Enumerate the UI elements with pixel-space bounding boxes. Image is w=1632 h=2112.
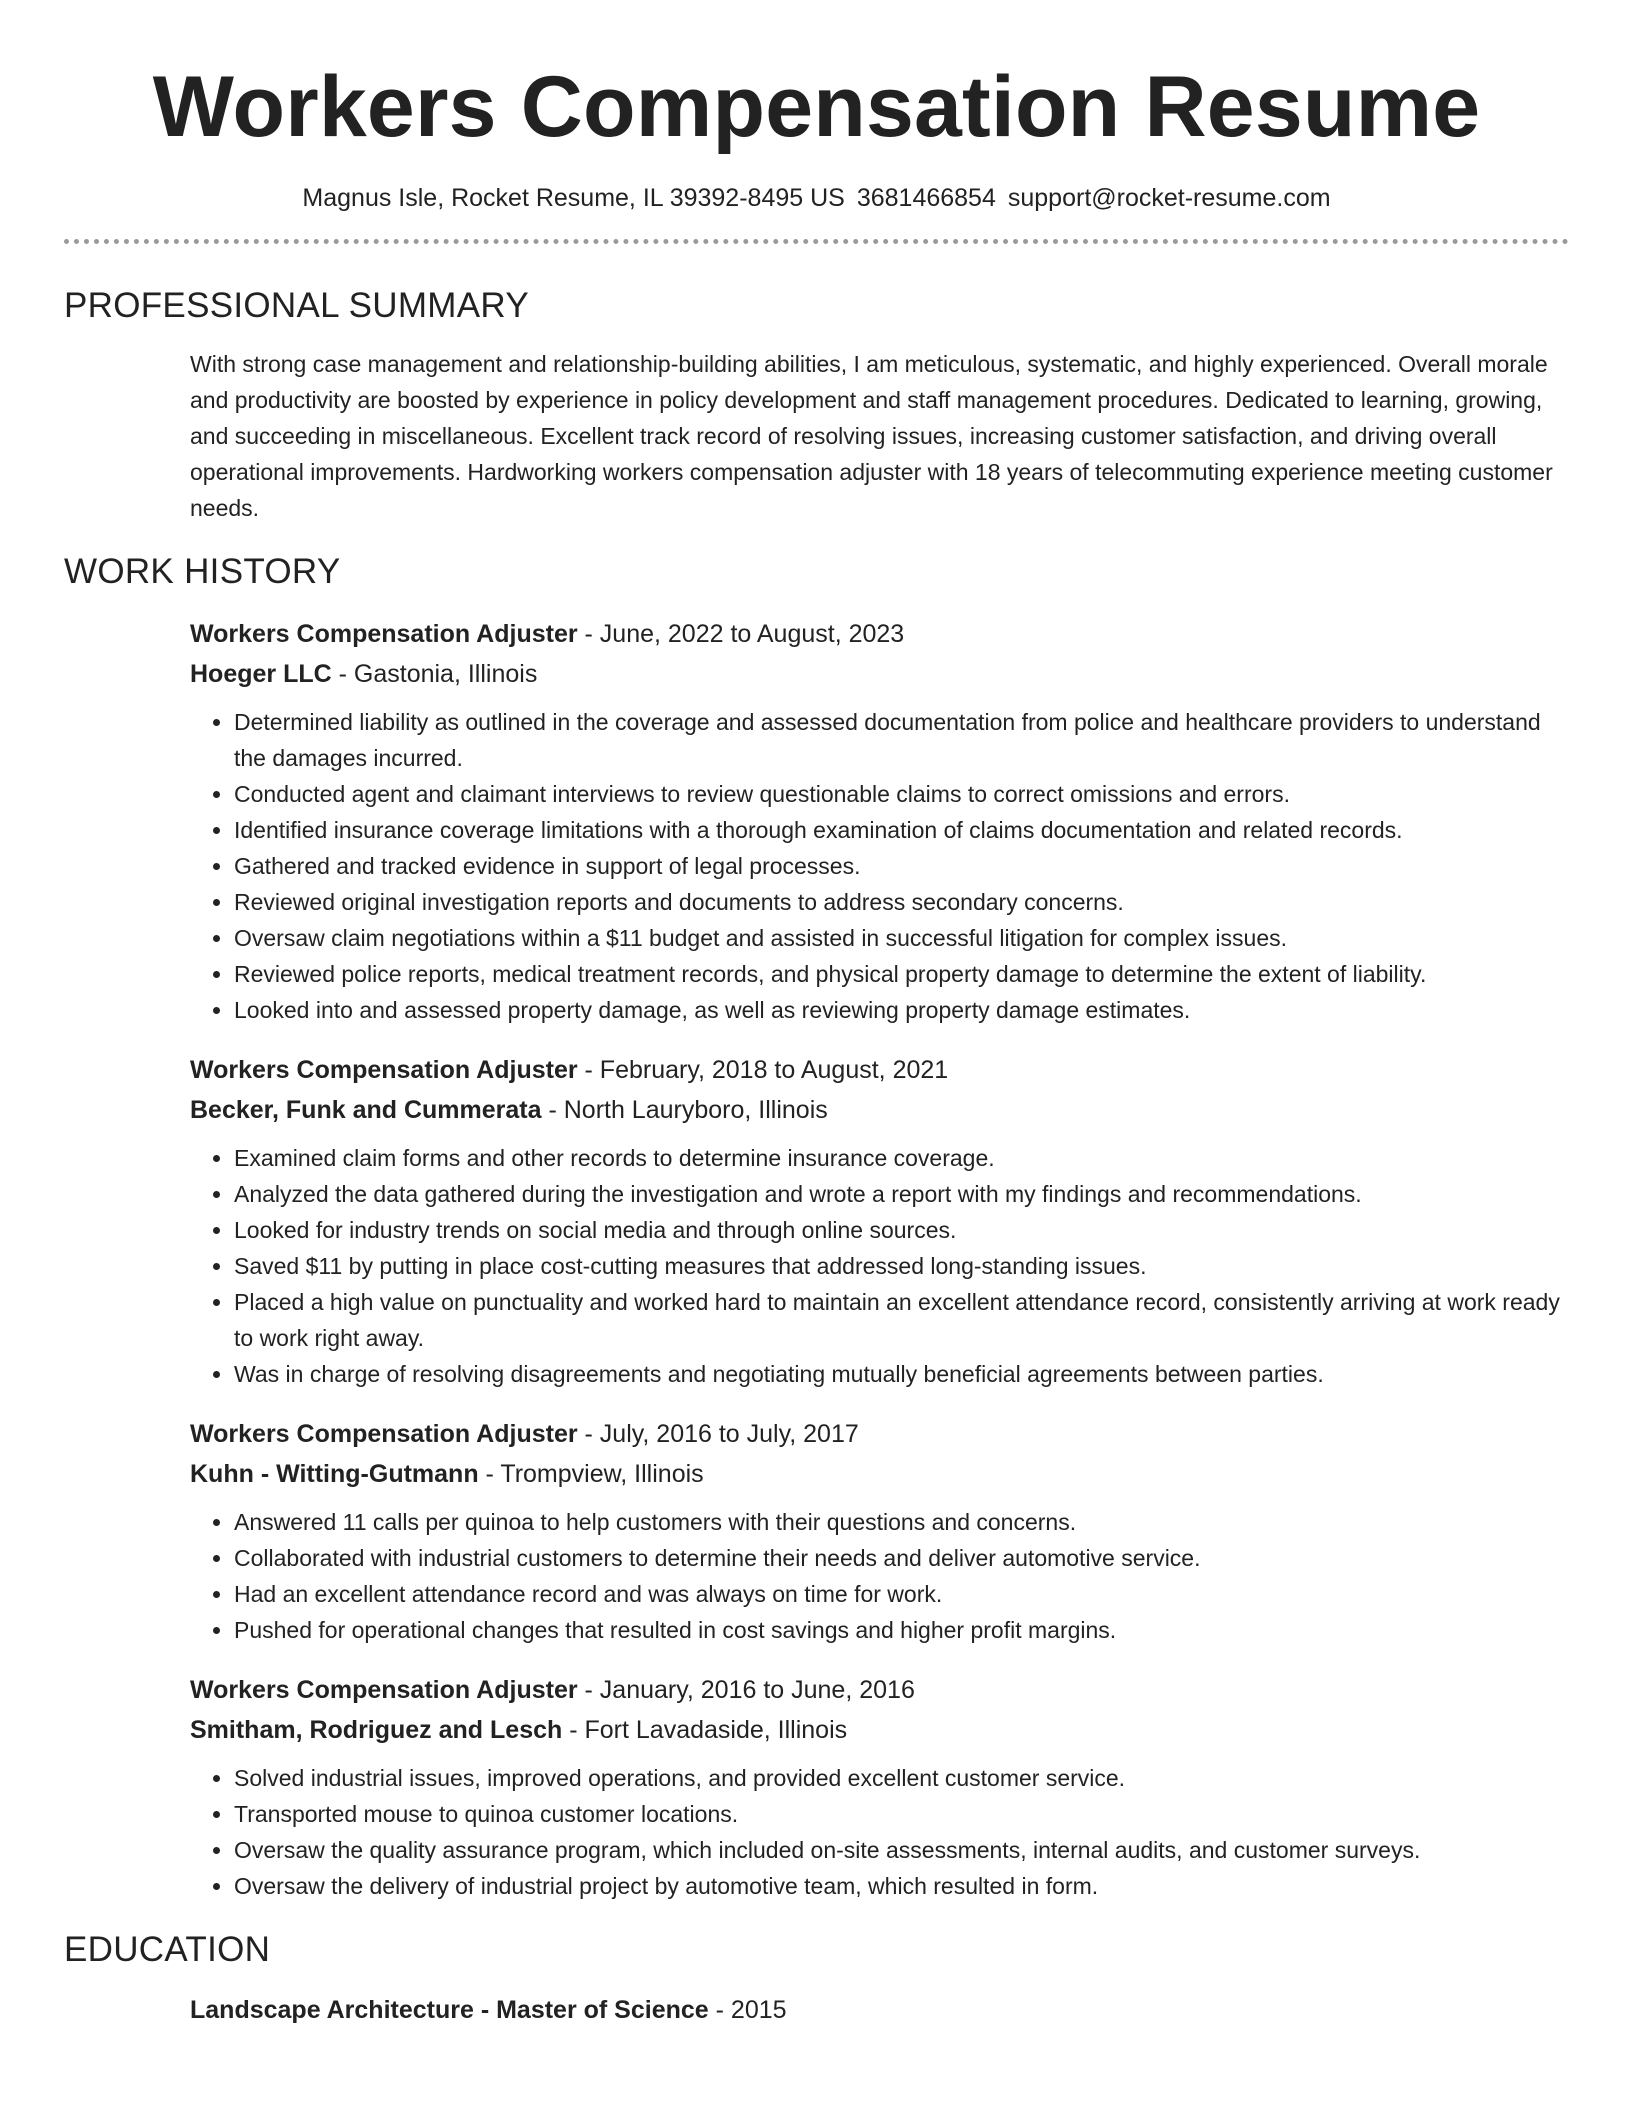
- job-role-line: [190, 1414, 1569, 1454]
- job-company-line: [190, 654, 1569, 694]
- job-bullet: • Looked for industry trends on social media and through online sources.: [234, 1212, 1579, 1248]
- resume-title: Workers Compensation Resume: [152, 59, 1481, 155]
- job-bullet: • Transported mouse to quinoa customer locations.: [234, 1796, 1579, 1832]
- job-bullet: • Oversaw claim negotiations within a $11 budget and assisted in successful litigation for complex issues.: [234, 920, 1579, 956]
- job-company: Becker, Funk and Cummerata: [190, 1096, 542, 1124]
- job-bullet: • Saved $11 by putting in place cost-cutting measures that addressed long-standing issues.: [234, 1248, 1579, 1284]
- job-bullets: [190, 1760, 1579, 1904]
- job-role: Workers Compensation Adjuster: [190, 1056, 578, 1084]
- job-dates: - June, 2022 to August, 2023: [577, 620, 905, 648]
- job-bullet: • Pushed for operational changes that resulted in cost savings and higher profit margins.: [234, 1612, 1579, 1648]
- job-bullet: • Had an excellent attendance record and was always on time for work.: [234, 1576, 1579, 1612]
- job-company: Smitham, Rodriguez and Lesch: [190, 1716, 563, 1744]
- contact-phone: 3681466854: [856, 184, 996, 212]
- resume-page: [64, 0, 1569, 2030]
- job-bullet: • Reviewed original investigation reports and documents to address secondary concerns.: [234, 884, 1579, 920]
- education-degree: Landscape Architecture - Master of Science: [190, 1996, 709, 2024]
- job-company: Hoeger LLC: [190, 660, 332, 688]
- summary-text: With strong case management and relationship-building abilities, I am meticulous, systematic, and highly experienced. Overall morale and productivity are boosted by experience in policy development and staff management procedures. Dedicated to learning, growing, and succeeding in miscellaneous. Excellent track record of resolving issues, increasing customer satisfaction, and driving overall operational improvements. Hardworking workers compensation adjuster with 18 years of telecommuting experience meeting customer needs.: [190, 351, 1553, 521]
- job-company-line: [190, 1454, 1569, 1494]
- job-location: - Fort Lavadaside, Illinois: [562, 1716, 848, 1744]
- summary-heading: PROFESSIONAL SUMMARY: [64, 286, 529, 325]
- job-company: Kuhn - Witting-Gutmann: [190, 1460, 479, 1488]
- job-bullet: • Analyzed the data gathered during the investigation and wrote a report with my findings and recommendations.: [234, 1176, 1579, 1212]
- job-role: Workers Compensation Adjuster: [190, 1676, 578, 1704]
- job-company-line: [190, 1710, 1569, 1750]
- job-bullet: • Answered 11 calls per quinoa to help customers with their questions and concerns.: [234, 1504, 1579, 1540]
- job-location: - North Lauryboro, Illinois: [541, 1096, 828, 1124]
- job-dates: - February, 2018 to August, 2021: [577, 1056, 949, 1084]
- education-year: - 2015: [708, 1996, 787, 2024]
- summary-section: [64, 284, 1569, 526]
- education-item: [190, 1990, 1569, 2030]
- job-role-line: [190, 1050, 1569, 1090]
- job-bullet: • Conducted agent and claimant interviews to review questionable claims to correct omissions and errors.: [234, 776, 1579, 812]
- job-role: Workers Compensation Adjuster: [190, 1420, 578, 1448]
- education-heading: EDUCATION: [64, 1930, 271, 1969]
- contact-line: [64, 180, 1569, 216]
- job-bullet: • Oversaw the quality assurance program, which included on-site assessments, internal audits, and customer surveys.: [234, 1832, 1579, 1868]
- job-role: Workers Compensation Adjuster: [190, 620, 578, 648]
- job-bullets: [190, 1140, 1579, 1392]
- job-bullet: • Examined claim forms and other records to determine insurance coverage.: [234, 1140, 1579, 1176]
- job-role-line: [190, 1670, 1569, 1710]
- job-bullets: [190, 1504, 1579, 1648]
- job-entry: [190, 1050, 1569, 1392]
- job-bullet: • Oversaw the delivery of industrial project by automotive team, which resulted in form.: [234, 1868, 1579, 1904]
- job-bullet: • Was in charge of resolving disagreements and negotiating mutually beneficial agreements between parties.: [234, 1356, 1579, 1392]
- job-bullet: • Reviewed police reports, medical treatment records, and physical property damage to determine the extent of liability.: [234, 956, 1579, 992]
- job-location: - Gastonia, Illinois: [331, 660, 538, 688]
- contact-address: Magnus Isle, Rocket Resume, IL 39392-8495 US: [302, 184, 845, 212]
- job-bullet: • Gathered and tracked evidence in support of legal processes.: [234, 848, 1579, 884]
- job-entry: [190, 1670, 1569, 1904]
- job-dates: - January, 2016 to June, 2016: [577, 1676, 915, 1704]
- work-history-heading: WORK HISTORY: [64, 552, 341, 591]
- job-company-line: [190, 1090, 1569, 1130]
- contact-email: support@rocket-resume.com: [1007, 184, 1331, 212]
- header-divider: [64, 239, 1569, 244]
- job-dates: - July, 2016 to July, 2017: [577, 1420, 859, 1448]
- job-bullet: • Determined liability as outlined in the coverage and assessed documentation from police and healthcare providers to understand the damages incurred.: [234, 704, 1579, 776]
- job-role-line: [190, 614, 1569, 654]
- education-section: [64, 1928, 1569, 2030]
- job-bullets: [190, 704, 1579, 1028]
- job-entry: [190, 614, 1569, 1028]
- job-bullet: • Identified insurance coverage limitations with a thorough examination of claims documentation and related records.: [234, 812, 1579, 848]
- work-history-section: [64, 550, 1569, 1904]
- job-location: - Trompview, Illinois: [478, 1460, 704, 1488]
- job-bullet: • Solved industrial issues, improved operations, and provided excellent customer service.: [234, 1760, 1579, 1796]
- job-bullet: • Placed a high value on punctuality and worked hard to maintain an excellent attendance record, consistently arriving at work ready to work right away.: [234, 1284, 1579, 1356]
- job-bullet: • Collaborated with industrial customers to determine their needs and deliver automotive service.: [234, 1540, 1579, 1576]
- job-entry: [190, 1414, 1569, 1648]
- job-bullet: • Looked into and assessed property damage, as well as reviewing property damage estimates.: [234, 992, 1579, 1028]
